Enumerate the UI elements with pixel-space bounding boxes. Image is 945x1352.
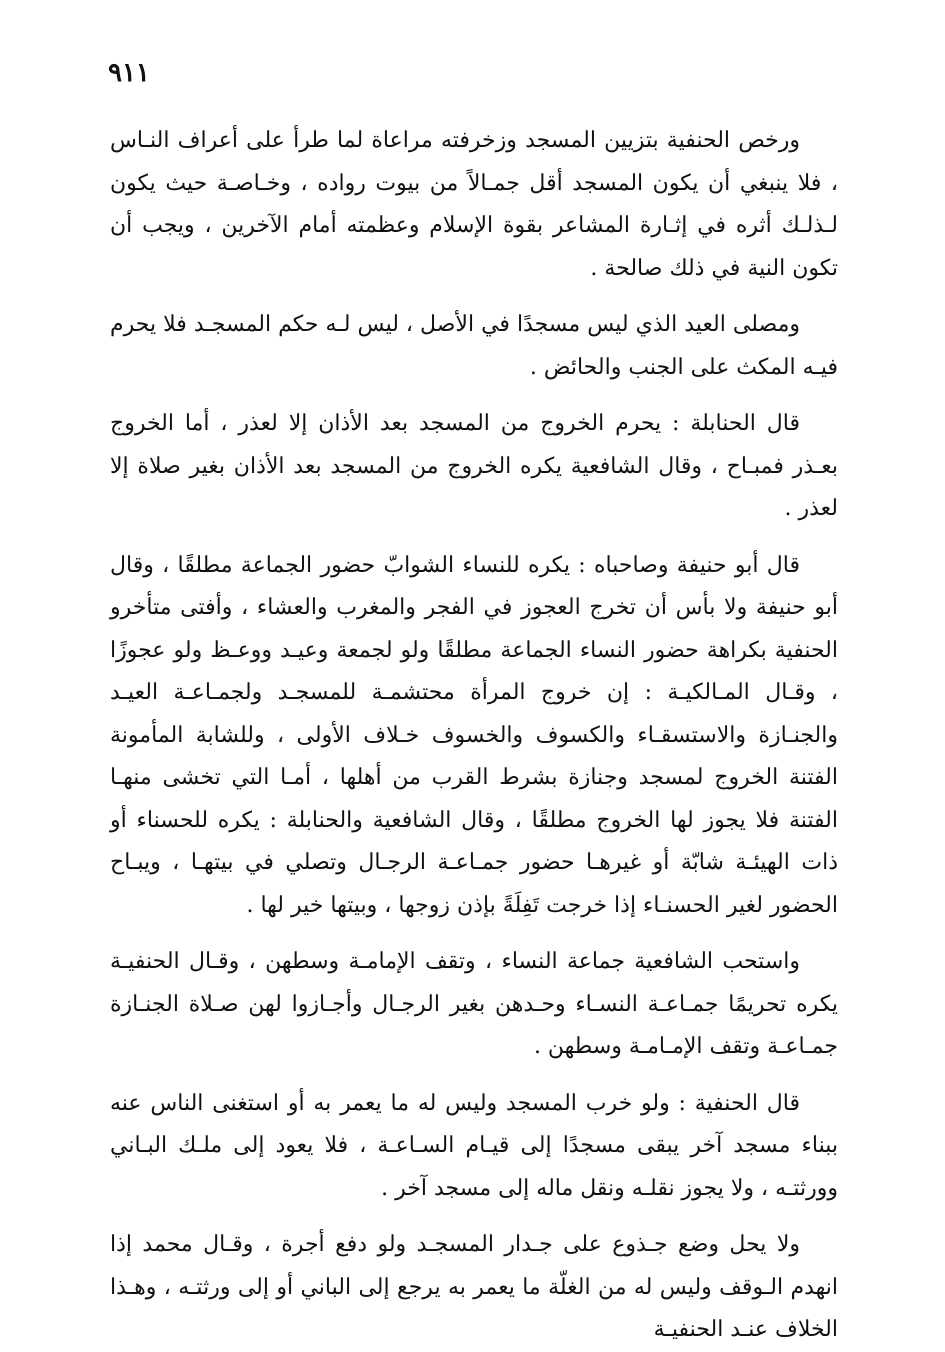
paragraph-eid-prayer-ground: ومصلى العيد الذي ليس مسجدًا في الأصل ، ليس لـه حكم المسجـد فلا يحرم فيـه المكث على الجنب والحائض .	[110, 312, 838, 380]
paragraph-women-attendance: قال أبو حنيفة وصاحباه : يكره للنساء الشوابّ حضور الجماعة مطلقًا ، وقال أبو حنيفة ولا بأس أن تخرج العجوز في الفجر والمغرب والعشاء ، وأفتى متأخرو الحنفية بكراهة حضور النساء الجماعة مطلقًا ولو لجمعة وعيـد ووعـظ ولو عجوزًا ، وقـال المـالكيـة : إن خروج المرأة محتشمـة للمسجـد ولجمـاعـة العيـد والجنـازة والاستسقـاء والكسوف والخسوف خـلاف الأولى ، وللشابة المأمونة الفتنة الخروج لمسجد وجنازة بشرط القرب من أهلها ، أمـا التي تخشى منهـا الفتنة فلا يجوز لها الخروج مطلقًا ، وقال الشافعية والحنابلة : يكره للحسناء أو ذات الهيئـة شابّة أو غيرهـا حضور جمـاعـة الرجـال وتصلي في بيتهـا ، ويبـاح الحضور لغير الحسنـاء إذا خرجت تَفِلَةً بإذن زوجها ، وبيتها خير لها .	[110, 552, 838, 918]
page-number: ٩١١	[108, 58, 150, 88]
paragraph-mosque-wall-beams: ولا يحل وضع جـذوع على جـدار المسجـد ولو دفع أجرة ، وقـال محمد إذا انهدم الـوقف وليس له من الغلّة ما يعمر به يرجع إلى الباني أو إلى ورثتـه ، وهـذا الخلاف عنـد الحنفيـة	[110, 1232, 838, 1342]
paragraph-women-congregation: واستحب الشافعية جماعة النساء ، وتقف الإمامـة وسطهن ، وقـال الحنفيـة يكره تحريمًا جمـاعـة النسـاء وحـدهن بغير الرجـال وأجـازوا لهن صـلاة الجنـازة جمـاعـة وتقف الإمـامـة وسطهن .	[110, 949, 839, 1059]
body-text	[110, 120, 838, 1352]
paragraph-leaving-after-adhan: قال الحنابلة : يحرم الخروج من المسجد بعد الأذان إلا لعذر ، أما الخروج بعـذر فمبـاح ، وقال الشافعية يكره الخروج من المسجد بعد الأذان بغير صلاة إلا لعذر .	[110, 411, 838, 521]
paragraph-mosque-decoration: ورخص الحنفية بتزيين المسجد وزخرفته مراعاة لما طرأ على أعراف النـاس ، فلا ينبغي أن يكون المسجد أقل جمـالاً من بيوت رواده ، وخـاصـة حيث يكون لـذلـك أثره في إثـارة المشاعر بقوة الإسلام وعظمته أمام الآخرين ، ويجب أن تكون النية في ذلك صالحة .	[110, 128, 838, 281]
paragraph-ruined-mosque: قال الحنفية : ولو خرب المسجد وليس له ما يعمر به أو استغنى الناس عنه ببناء مسجد آخر يبقى مسجدًا إلى قيـام السـاعـة ، فلا يعود إلى ملـك البـاني وورثتـه ، ولا يجوز نقلـه ونقل ماله إلى مسجد آخر .	[110, 1090, 838, 1201]
